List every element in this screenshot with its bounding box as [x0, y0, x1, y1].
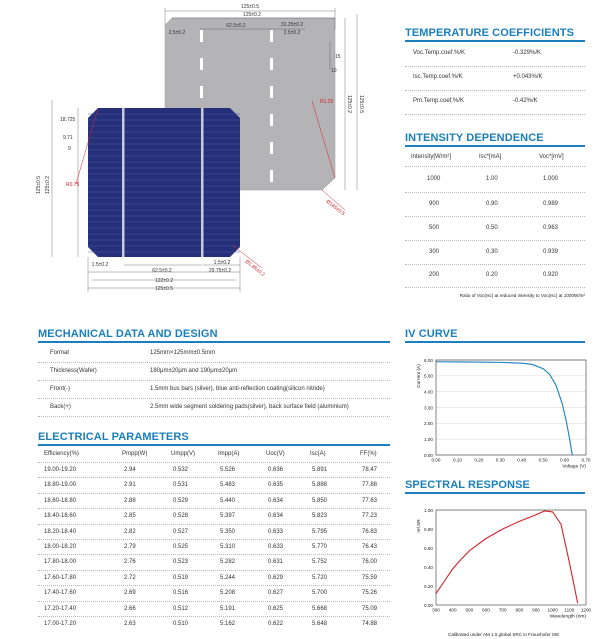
- electrical-cell: 5.850: [312, 497, 328, 504]
- temp-coeff-label: Voc.Temp.coef.%/K: [413, 50, 466, 56]
- y-axis-label: rel.SR: [417, 519, 422, 533]
- electrical-cell: 5.397: [220, 513, 236, 520]
- electrical-cell: 5.823: [312, 513, 328, 520]
- electrical-cell: 2.94: [124, 467, 136, 473]
- electrical-cell: 0.635: [268, 482, 284, 489]
- intensity-cell: 0.50: [486, 225, 498, 231]
- electrical-cell: 2.88: [124, 497, 136, 504]
- electrical-cell: 0.634: [268, 497, 284, 504]
- x-tick-label: 400: [448, 607, 457, 613]
- electrical-cell: 5.888: [312, 482, 328, 489]
- row-divider: [38, 585, 390, 586]
- x-tick-label: 0.00: [431, 457, 441, 463]
- electrical-cell: 77.23: [362, 513, 378, 520]
- row-divider: [38, 477, 390, 478]
- electrical-cell: 0.527: [173, 528, 189, 535]
- electrical-header: Pmpp(W): [122, 451, 148, 457]
- intensity-cell: 0.939: [543, 249, 559, 255]
- dim-top-pad-right: 2.5±0.2: [283, 30, 301, 36]
- electrical-cell: 5.208: [220, 590, 236, 597]
- electrical-cell: 2.82: [124, 528, 136, 535]
- temp-coeff-value: -0.329%/K: [513, 50, 542, 56]
- mechanical-label: Front(-): [50, 386, 70, 392]
- electrical-cell: 0.622: [268, 621, 284, 627]
- row-divider: [38, 539, 390, 540]
- y-tick-label: 0.60: [424, 545, 433, 551]
- intensity-header: Intensity[W/m²]: [411, 154, 452, 160]
- intensity-cell: 300: [429, 249, 440, 255]
- intensity-cell: 0.963: [543, 225, 559, 231]
- cell-drawing: [0, 0, 380, 305]
- intensity-title: INTENSITY DEPENDENCE: [405, 132, 544, 144]
- intensity-rule: [405, 145, 585, 147]
- electrical-cell: 17.20-17.40: [44, 605, 77, 612]
- electrical-cell: 0.633: [268, 544, 284, 550]
- mechanical-value: 1.5mm bus bars (silver), blue anti-reflection coating(silicon nitride): [150, 386, 325, 392]
- electrical-header: Impp(A): [218, 451, 240, 457]
- electrical-header: Efficiency(%): [44, 451, 79, 457]
- spectral-rule: [405, 492, 585, 494]
- electrical-cell: 2.85: [124, 513, 136, 520]
- dim-bottom-bus-left: 1.5±0.2: [91, 262, 109, 268]
- electrical-cell: 0.510: [173, 621, 189, 627]
- x-tick-label: 1000: [547, 607, 558, 613]
- intensity-cell: 900: [429, 201, 440, 207]
- intensity-cell: 0.20: [486, 272, 498, 278]
- intensity-cell: 1000: [427, 176, 441, 182]
- y-tick-label: 3.00: [424, 405, 433, 411]
- y-tick-label: 6.00: [424, 357, 433, 363]
- electrical-cell: 0.519: [173, 574, 189, 581]
- x-tick-label: 0.50: [538, 457, 548, 463]
- x-tick-label: 0.40: [517, 457, 527, 463]
- x-axis-label: Voltage (V): [562, 464, 586, 470]
- mechanical-value: 125mm×125mm±0.5mm: [150, 350, 216, 356]
- electrical-cell: 77.88: [362, 482, 378, 489]
- dim-left-18725: 18.725: [60, 117, 76, 123]
- intensity-note: Ratio of Voc(Isc) at reduced intensity to Voc(Isc) at 1000W/m²: [459, 293, 585, 298]
- y-tick-label: 0.80: [424, 526, 433, 532]
- electrical-cell: 5.310: [220, 544, 236, 550]
- electrical-cell: 76.43: [362, 544, 378, 550]
- row-divider: [38, 508, 390, 509]
- dim-diagonal-front: Ø1.65±0.2: [243, 258, 266, 278]
- dim-top-inner: 125±0.2: [242, 12, 262, 18]
- intensity-cell: 0.30: [486, 249, 498, 255]
- electrical-cell: 0.516: [173, 590, 189, 597]
- mechanical-table: [38, 344, 390, 420]
- dim-left-outer: 125±0.5: [36, 175, 42, 195]
- temp-coeff-value: +0.043%/K: [513, 74, 543, 80]
- electrical-cell: 5.795: [312, 528, 328, 535]
- dim-bottom-outer: 125±0.5: [154, 286, 174, 292]
- electrical-header: Umpp(V): [171, 451, 196, 457]
- mechanical-row: [38, 380, 390, 398]
- dim-bottom-bus-right: 1.5±0.2: [213, 260, 231, 266]
- dim-right-outer: 125±0.5: [358, 94, 364, 114]
- x-tick-label: 0.30: [495, 457, 505, 463]
- electrical-cell: 0.529: [173, 497, 189, 504]
- electrical-header: Isc(A): [310, 451, 326, 457]
- intensity-header: Isc*[mA]: [479, 154, 502, 160]
- electrical-cell: 5.350: [220, 528, 236, 535]
- electrical-cell: 0.627: [268, 590, 284, 597]
- x-tick-label: 700: [498, 607, 507, 613]
- iv-chart: [400, 350, 595, 475]
- electrical-cell: 19.00-19.20: [44, 467, 77, 473]
- electrical-cell: 5.526: [220, 467, 236, 473]
- electrical-cell: 0.625: [268, 605, 284, 612]
- plot-frame: [436, 510, 586, 605]
- temp-coeff-title: TEMPERATURE COEFFICIENTS: [405, 27, 575, 39]
- electrical-cell: 17.60-17.80: [44, 574, 77, 581]
- spectral-note: Calibrated under AM 1.5 global SRC in Fraunhofer ISE: [448, 632, 560, 637]
- electrical-title: ELECTRICAL PARAMETERS: [38, 431, 189, 443]
- electrical-cell: 18.60-18.80: [44, 497, 77, 504]
- mechanical-row: [38, 398, 390, 416]
- intensity-cell: 500: [429, 225, 440, 231]
- electrical-cell: 0.634: [268, 513, 284, 520]
- x-tick-label: 800: [515, 607, 524, 613]
- dim-right-10: 10: [331, 68, 337, 74]
- dim-top-quarter: 31.25±0.2: [280, 22, 304, 28]
- y-tick-label: 4.00: [424, 389, 433, 395]
- x-tick-label: 0.10: [452, 457, 462, 463]
- x-tick-label: 1100: [564, 607, 575, 613]
- y-tick-label: 0.00: [424, 452, 433, 458]
- electrical-cell: 18.00-18.20: [44, 544, 77, 550]
- intensity-header: Voc*[mV]: [539, 154, 564, 160]
- spectral-title: SPECTRAL RESPONSE: [405, 479, 530, 491]
- electrical-cell: 17.40-17.60: [44, 590, 77, 597]
- electrical-cell: 5.483: [220, 482, 236, 489]
- dim-top-pad-left: 2.5±0.2: [168, 30, 186, 36]
- electrical-cell: 18.40-18.60: [44, 513, 77, 520]
- electrical-cell: 0.525: [173, 544, 189, 550]
- electrical-cell: 17.00-17.20: [44, 621, 77, 627]
- electrical-cell: 0.532: [173, 467, 189, 473]
- row-divider: [38, 462, 390, 463]
- electrical-cell: 74.88: [362, 621, 378, 627]
- mechanical-rule: [38, 341, 390, 343]
- mechanical-label: Back(+): [50, 404, 71, 410]
- dim-right-15: 15: [335, 54, 341, 60]
- electrical-cell: 2.72: [124, 574, 136, 581]
- electrical-cell: 2.69: [124, 590, 136, 597]
- dim-left-radius: R0.75: [66, 182, 80, 188]
- row-divider: [38, 616, 390, 617]
- x-tick-label: 0.60: [560, 457, 570, 463]
- electrical-cell: 0.629: [268, 574, 284, 581]
- temp-coeff-table: [405, 42, 585, 118]
- series-line: [436, 511, 578, 603]
- y-tick-label: 0.40: [424, 564, 433, 570]
- electrical-cell: 76.83: [362, 528, 378, 535]
- electrical-cell: 0.633: [268, 528, 284, 535]
- x-tick-label: 500: [465, 607, 474, 613]
- electrical-cell: 77.63: [362, 497, 378, 504]
- row-divider: [38, 554, 390, 555]
- mechanical-value: 180μm±20μm and 190μm±20μm: [150, 368, 238, 374]
- mechanical-title: MECHANICAL DATA AND DESIGN: [38, 328, 218, 340]
- electrical-cell: 5.191: [220, 605, 236, 612]
- y-axis-label: Current (A): [417, 364, 422, 388]
- electrical-cell: 2.63: [124, 621, 136, 627]
- mechanical-label: Thickness(Wafer): [50, 368, 97, 374]
- temp-coeff-row: [405, 42, 585, 66]
- y-tick-label: 1.00: [424, 436, 433, 442]
- intensity-cell: 200: [429, 272, 440, 278]
- electrical-cell: 5.440: [220, 497, 236, 504]
- electrical-cell: 5.244: [220, 574, 236, 581]
- iv-title: IV CURVE: [405, 328, 458, 340]
- electrical-cell: 78.47: [362, 467, 378, 473]
- row-divider: [38, 570, 390, 571]
- dim-right-radius: R1.25: [320, 99, 334, 105]
- dim-bottom-quarter: 29.75±0.2: [208, 268, 232, 274]
- electrical-cell: 5.720: [312, 574, 328, 581]
- row-divider: [38, 524, 390, 525]
- electrical-cell: 0.636: [268, 467, 284, 473]
- electrical-header: Uoc(V): [266, 451, 285, 457]
- temp-coeff-row: [405, 66, 585, 90]
- x-tick-label: 300: [432, 607, 440, 613]
- row-divider: [38, 601, 390, 602]
- electrical-cell: 5.891: [312, 467, 328, 473]
- electrical-table: [38, 446, 390, 636]
- x-tick-label: 0.20: [474, 457, 484, 463]
- intensity-table: [405, 148, 585, 288]
- y-tick-label: 1.00: [424, 507, 433, 513]
- electrical-cell: 2.66: [124, 605, 136, 612]
- mechanical-label: Format: [50, 350, 70, 356]
- temp-coeff-label: Isc.Temp.coef.%/K: [413, 74, 463, 80]
- electrical-cell: 5.668: [312, 605, 328, 612]
- electrical-cell: 75.59: [362, 574, 378, 581]
- electrical-cell: 5.700: [312, 590, 328, 597]
- dim-diagonal-back: Ø165±0.5: [324, 198, 346, 218]
- electrical-cell: 0.523: [173, 559, 189, 566]
- dim-top-busbar: 62.5±0.2: [226, 23, 246, 29]
- electrical-cell: 2.79: [124, 544, 136, 550]
- electrical-cell: 18.80-19.00: [44, 482, 77, 489]
- dim-bottom-inner: 122±0.2: [154, 278, 174, 284]
- x-tick-label: 1200: [580, 607, 592, 613]
- x-tick-label: 900: [532, 607, 540, 613]
- x-axis-label: Wavelength (nm): [549, 614, 586, 620]
- dim-right-inner: 125±0.2: [346, 94, 352, 114]
- electrical-cell: 75.26: [362, 590, 378, 597]
- electrical-cell: 2.76: [124, 559, 136, 566]
- mechanical-row: [38, 362, 390, 380]
- cell-front-wafer: [88, 108, 240, 257]
- intensity-cell: 1.00: [486, 176, 498, 182]
- y-tick-label: 2.00: [424, 421, 433, 427]
- electrical-cell: 0.528: [173, 513, 189, 520]
- electrical-cell: 18.20-18.40: [44, 528, 77, 535]
- temp-coeff-label: Pm.Temp.coef.%/K: [413, 98, 465, 104]
- dim-left-inner: 125±0.2: [45, 175, 51, 195]
- mechanical-value: 2.5mm wide segment soldering pads(silver), back surface field (aluminium): [150, 404, 349, 410]
- electrical-cell: 0.531: [173, 482, 189, 489]
- electrical-cell: 0.631: [268, 559, 284, 566]
- x-tick-label: 0.70: [581, 457, 591, 463]
- intensity-cell: 0.90: [486, 201, 498, 207]
- electrical-header: FF(%): [360, 451, 377, 457]
- dim-left-9: 9: [68, 146, 71, 152]
- electrical-cell: 17.80-18.00: [44, 559, 77, 566]
- intensity-cell: 0.920: [543, 272, 559, 278]
- dim-left-971: 9.71: [63, 135, 73, 141]
- x-tick-label: 600: [482, 607, 490, 613]
- row-divider: [38, 493, 390, 494]
- electrical-cell: 5.282: [220, 559, 236, 566]
- intensity-cell: 1.000: [543, 176, 559, 182]
- y-tick-label: 5.00: [424, 373, 433, 379]
- iv-rule: [405, 341, 585, 343]
- electrical-cell: 75.09: [362, 605, 378, 612]
- dim-bottom-busbar: 62.5±0.2: [152, 268, 172, 274]
- dim-top-outer: 125±0.5: [240, 4, 260, 10]
- electrical-cell: 5.770: [312, 544, 328, 550]
- mechanical-row: [38, 344, 390, 362]
- electrical-cell: 5.752: [312, 559, 328, 566]
- temp-coeff-value: -0.42%/K: [513, 98, 538, 104]
- electrical-cell: 5.162: [220, 621, 236, 627]
- spectral-chart: [400, 500, 595, 625]
- y-tick-label: 0.20: [424, 583, 433, 589]
- electrical-cell: 2.91: [124, 482, 136, 489]
- intensity-cell: 0.989: [543, 201, 559, 207]
- electrical-cell: 0.512: [173, 605, 189, 612]
- y-tick-label: 0.00: [424, 602, 433, 608]
- electrical-cell: 76.00: [362, 559, 378, 566]
- temp-coeff-row: [405, 90, 585, 114]
- electrical-cell: 5.648: [312, 621, 328, 627]
